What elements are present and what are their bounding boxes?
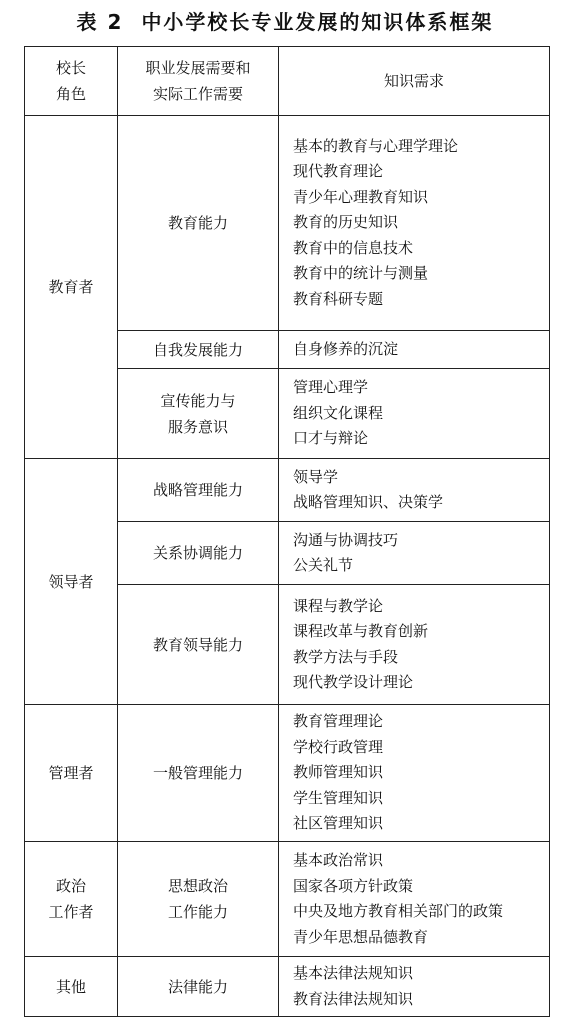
need-cell — [118, 842, 279, 957]
need-label: 自我发展能力 — [152, 340, 243, 359]
knowledge-item: 教育管理理论 — [293, 712, 384, 731]
knowledge-item: 青少年思想品德教育 — [293, 927, 429, 946]
need-label: 思想政治 — [167, 877, 228, 895]
knowledge-cell — [279, 957, 550, 1017]
knowledge-item: 现代教学设计理论 — [293, 673, 414, 691]
knowledge-item: 基本法律法规知识 — [293, 964, 414, 982]
need-cell — [118, 585, 279, 705]
header-knowledge — [279, 47, 550, 116]
need-cell — [118, 459, 279, 522]
role-label: 工作者 — [48, 903, 94, 921]
knowledge-cell — [279, 116, 550, 331]
header-need-line: 实际工作需要 — [152, 85, 243, 103]
role-label: 教育者 — [48, 278, 94, 296]
role-label: 政治 — [55, 877, 86, 895]
need-label: 服务意识 — [167, 417, 228, 436]
header-role-line: 角色 — [55, 85, 86, 103]
knowledge-item: 学生管理知识 — [293, 788, 384, 807]
knowledge-cell — [279, 585, 550, 705]
table-body — [25, 116, 550, 1017]
knowledge-cell — [279, 705, 550, 842]
knowledge-item: 青少年心理教育知识 — [293, 187, 429, 206]
header-role-line: 校长 — [55, 59, 86, 77]
knowledge-item: 社区管理知识 — [293, 814, 384, 833]
need-cell — [118, 522, 279, 585]
knowledge-item: 国家各项方针政策 — [293, 876, 414, 895]
need-label: 一般管理能力 — [152, 764, 243, 782]
need-label: 宣传能力与 — [160, 391, 236, 410]
knowledge-cell — [279, 331, 550, 369]
knowledge-item: 教育法律法规知识 — [293, 989, 414, 1008]
knowledge-cell — [279, 842, 550, 957]
need-cell — [118, 705, 279, 842]
knowledge-cell — [279, 369, 550, 459]
need-cell — [118, 331, 279, 369]
knowledge-cell — [279, 522, 550, 585]
role-cell — [25, 459, 118, 705]
knowledge-item: 沟通与协调技巧 — [293, 530, 399, 549]
table-row — [25, 116, 550, 331]
table-row — [25, 705, 550, 842]
role-label: 管理者 — [48, 764, 94, 782]
table-row — [25, 957, 550, 1017]
knowledge-item: 现代教育理论 — [293, 162, 384, 181]
need-label: 教育领导能力 — [152, 635, 243, 654]
knowledge-item: 教育中的统计与测量 — [293, 264, 429, 283]
knowledge-item: 自身修养的沉淀 — [293, 339, 399, 358]
knowledge-item: 教学方法与手段 — [293, 647, 399, 666]
knowledge-item: 基本政治常识 — [293, 851, 384, 869]
need-cell — [118, 957, 279, 1017]
knowledge-item: 公关礼节 — [293, 556, 354, 574]
table-row — [25, 842, 550, 957]
need-cell — [118, 369, 279, 459]
role-label: 领导者 — [48, 572, 94, 591]
table-number: 表 2 — [76, 10, 124, 34]
header-role — [25, 47, 118, 116]
knowledge-item: 管理心理学 — [293, 378, 369, 397]
knowledge-item: 教育科研专题 — [293, 289, 384, 308]
role-cell — [25, 957, 118, 1017]
knowledge-item: 课程与教学论 — [293, 596, 384, 615]
header-knowledge-text: 知识需求 — [383, 72, 444, 90]
knowledge-item: 教育的历史知识 — [293, 213, 399, 232]
knowledge-item: 口才与辩论 — [293, 429, 369, 448]
table-row — [25, 459, 550, 522]
need-label: 关系协调能力 — [152, 544, 243, 562]
knowledge-item: 基本的教育与心理学理论 — [293, 136, 459, 155]
table-caption: 中小学校长专业发展的知识体系框架 — [141, 10, 494, 34]
knowledge-item: 教师管理知识 — [293, 763, 384, 782]
table-header-row — [25, 47, 550, 116]
knowledge-item: 学校行政管理 — [293, 737, 384, 756]
need-label: 教育能力 — [167, 214, 228, 232]
need-cell — [118, 116, 279, 331]
role-label: 其他 — [55, 977, 86, 996]
need-label: 战略管理能力 — [152, 481, 243, 499]
knowledge-item: 教育中的信息技术 — [293, 238, 414, 257]
header-need-line: 职业发展需要和 — [145, 59, 251, 77]
knowledge-item: 战略管理知识、决策学 — [293, 493, 444, 511]
knowledge-item: 课程改革与教育创新 — [293, 622, 429, 640]
need-label: 法律能力 — [167, 977, 228, 996]
knowledge-item: 中央及地方教育相关部门的政策 — [293, 902, 504, 920]
knowledge-cell — [279, 459, 550, 522]
role-cell — [25, 116, 118, 459]
knowledge-framework-table — [24, 46, 550, 1017]
need-label: 工作能力 — [167, 903, 228, 921]
knowledge-item: 组织文化课程 — [293, 403, 384, 422]
header-need — [118, 47, 279, 116]
knowledge-item: 领导学 — [293, 467, 339, 486]
table-title — [0, 6, 570, 35]
role-cell — [25, 705, 118, 842]
role-cell — [25, 842, 118, 957]
